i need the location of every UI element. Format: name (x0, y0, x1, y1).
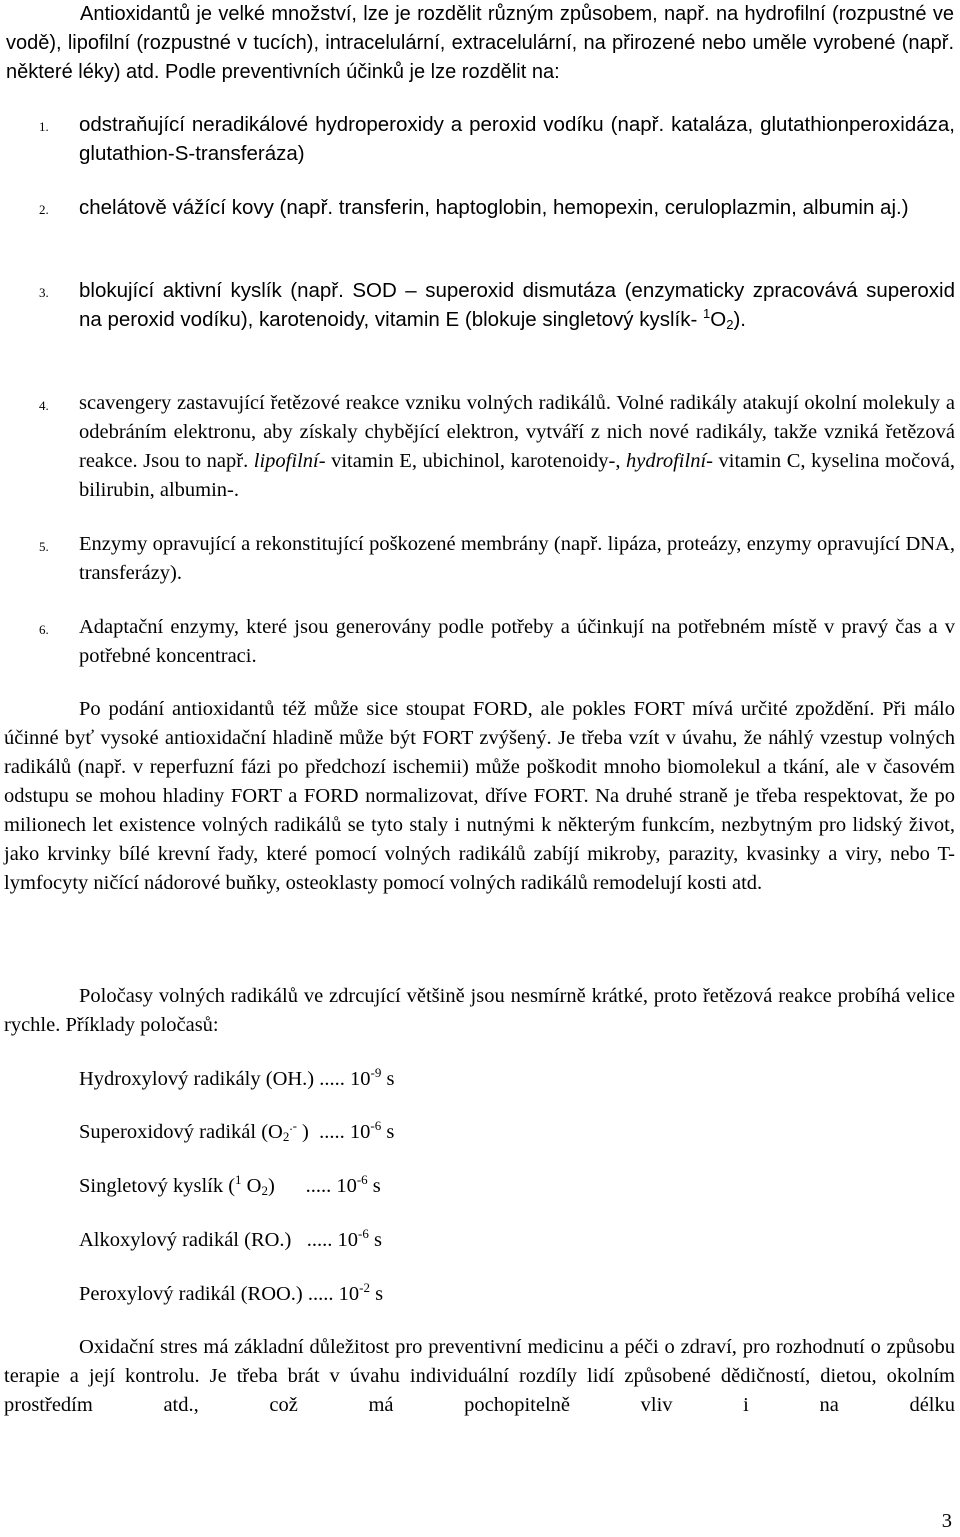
list-number: 4. (39, 398, 49, 413)
paragraph-halflives-intro: Poločasy volných radikálů ve zdrcující většině jsou nesmírně krátké, proto řetězová reakce probíhá velice rychle. Příklady poločasů: (4, 985, 955, 1036)
halflife-alkoxyl: Alkoxylový radikál (RO.) ..... $10^{-6}$ s (79, 1226, 382, 1251)
list-text: blokující aktivní kyslík (např. SOD – superoxid dismutáza (enzymaticky zpracovává superoxid na peroxid vodíku), karotenoidy, vitamin E (blokuje singletový kyslík- $^1O_2$). (79, 279, 955, 332)
list-item-2 (39, 193, 955, 222)
halflife-superoxide: Superoxidový radikál ($O_2^{.-}$ ) ..... $10^{-6}$ s (79, 1118, 395, 1144)
halflife-singlet-oxygen: Singletový kyslík ($^1$ $O_2$) ..... $10^{-6}$ s (79, 1172, 381, 1198)
list-item-3 (39, 276, 955, 334)
list-text: odstraňující neradikálové hydroperoxidy a peroxid vodíku (např. kataláza, glutathionperoxidáza, glutathion-S-transferáza) (79, 113, 955, 165)
list-text: scavengery zastavující řetězové reakce vzniku volných radikálů. Volné radikály atakují okolní molekuly a odebráním elektronu, aby získaly chybějící elektron, vytváří z nich nové radikály, takže vzniká řetězová reakce. Jsou to např. lipofilní- vitamin E, ubichinol, karotenoidy-, hydrofilní- vitamin C, kyselina močová, bilirubin, albumin-. (79, 392, 955, 501)
list-text: chelátově vážící kovy (např. transferin, haptoglobin, hemopexin, ceruloplazmin, albumin aj.) (79, 196, 909, 219)
halflife-peroxyl: Peroxylový radikál (ROO.) ..... $10^{-2}$ s (79, 1280, 384, 1305)
list-item-5 (39, 530, 955, 588)
paragraph-ford-fort: Po podání antioxidantů též může sice stoupat FORD, ale pokles FORT mívá určité zpoždění. Při málo účinné byť vysoké antioxidační hladině může být FORT zvýšený. Je třeba vzít v úvahu, že náhlý vzestup volných radikálů (např. v reperfuzní fázi po předchozí ischemii) může poškodit mnoho biomolekul a tkání, ale v časovém odstupu se mohou hladiny FORT a FORD normalizovat, dříve FORT. Na druhé straně je třeba respektovat, že po milionech let existence volných radikálů se tyto staly i nutnými k některým funkcím, nezbytným pro lidský život, jako krvinky bílé krevní řady, které pomocí volných radikálů zabíjí mikroby, parazity, kvasinky a viry, nebo T-lymfocyty ničící nádorové buňky, osteoklasty pomocí volných radikálů remodelují kosti atd. (4, 698, 955, 894)
list-number: 3. (39, 285, 49, 300)
paragraph-oxidative-stress: Oxidační stres má základní důležitost pro preventivní medicinu a péči o zdraví, pro rozhodnutí o způsobu terapie a její kontrolu. Je třeba brát v úvahu individuální rozdíly lidí způsobené dědičností, dietou, okolním prostředím atd., což má pochopitelně vliv i na délku (4, 1336, 955, 1416)
list-item-6 (39, 613, 955, 671)
list-item-4 (39, 389, 955, 505)
page-number: 3 (941, 1510, 952, 1532)
list-number: 1. (39, 119, 49, 134)
list-number: 5. (39, 539, 49, 554)
list-text: Adaptační enzymy, které jsou generovány podle potřeby a účinkují na potřebném místě v pravý čas a v potřebné koncentraci. (79, 616, 955, 667)
list-number: 6. (39, 622, 49, 637)
intro-paragraph: Antioxidantů je velké množství, lze je rozdělit různým způsobem, např. na hydrofilní (rozpustné ve vodě), lipofilní (rozpustné v tucích), intracelulární, extracelulární, na přirozené nebo uměle vyrobené (např. některé léky) atd. Podle preventivních účinků je lze rozdělit na: (6, 3, 954, 83)
list-text: Enzymy opravující a rekonstitující poškozené membrány (např. lipáza, proteázy, enzymy opravující DNA, transferázy). (79, 533, 955, 584)
halflife-hydroxyl: Hydroxylový radikály (OH.) ..... $10^{-9}$ s (79, 1065, 395, 1090)
list-item-1 (39, 110, 955, 168)
list-number: 2. (39, 202, 49, 217)
